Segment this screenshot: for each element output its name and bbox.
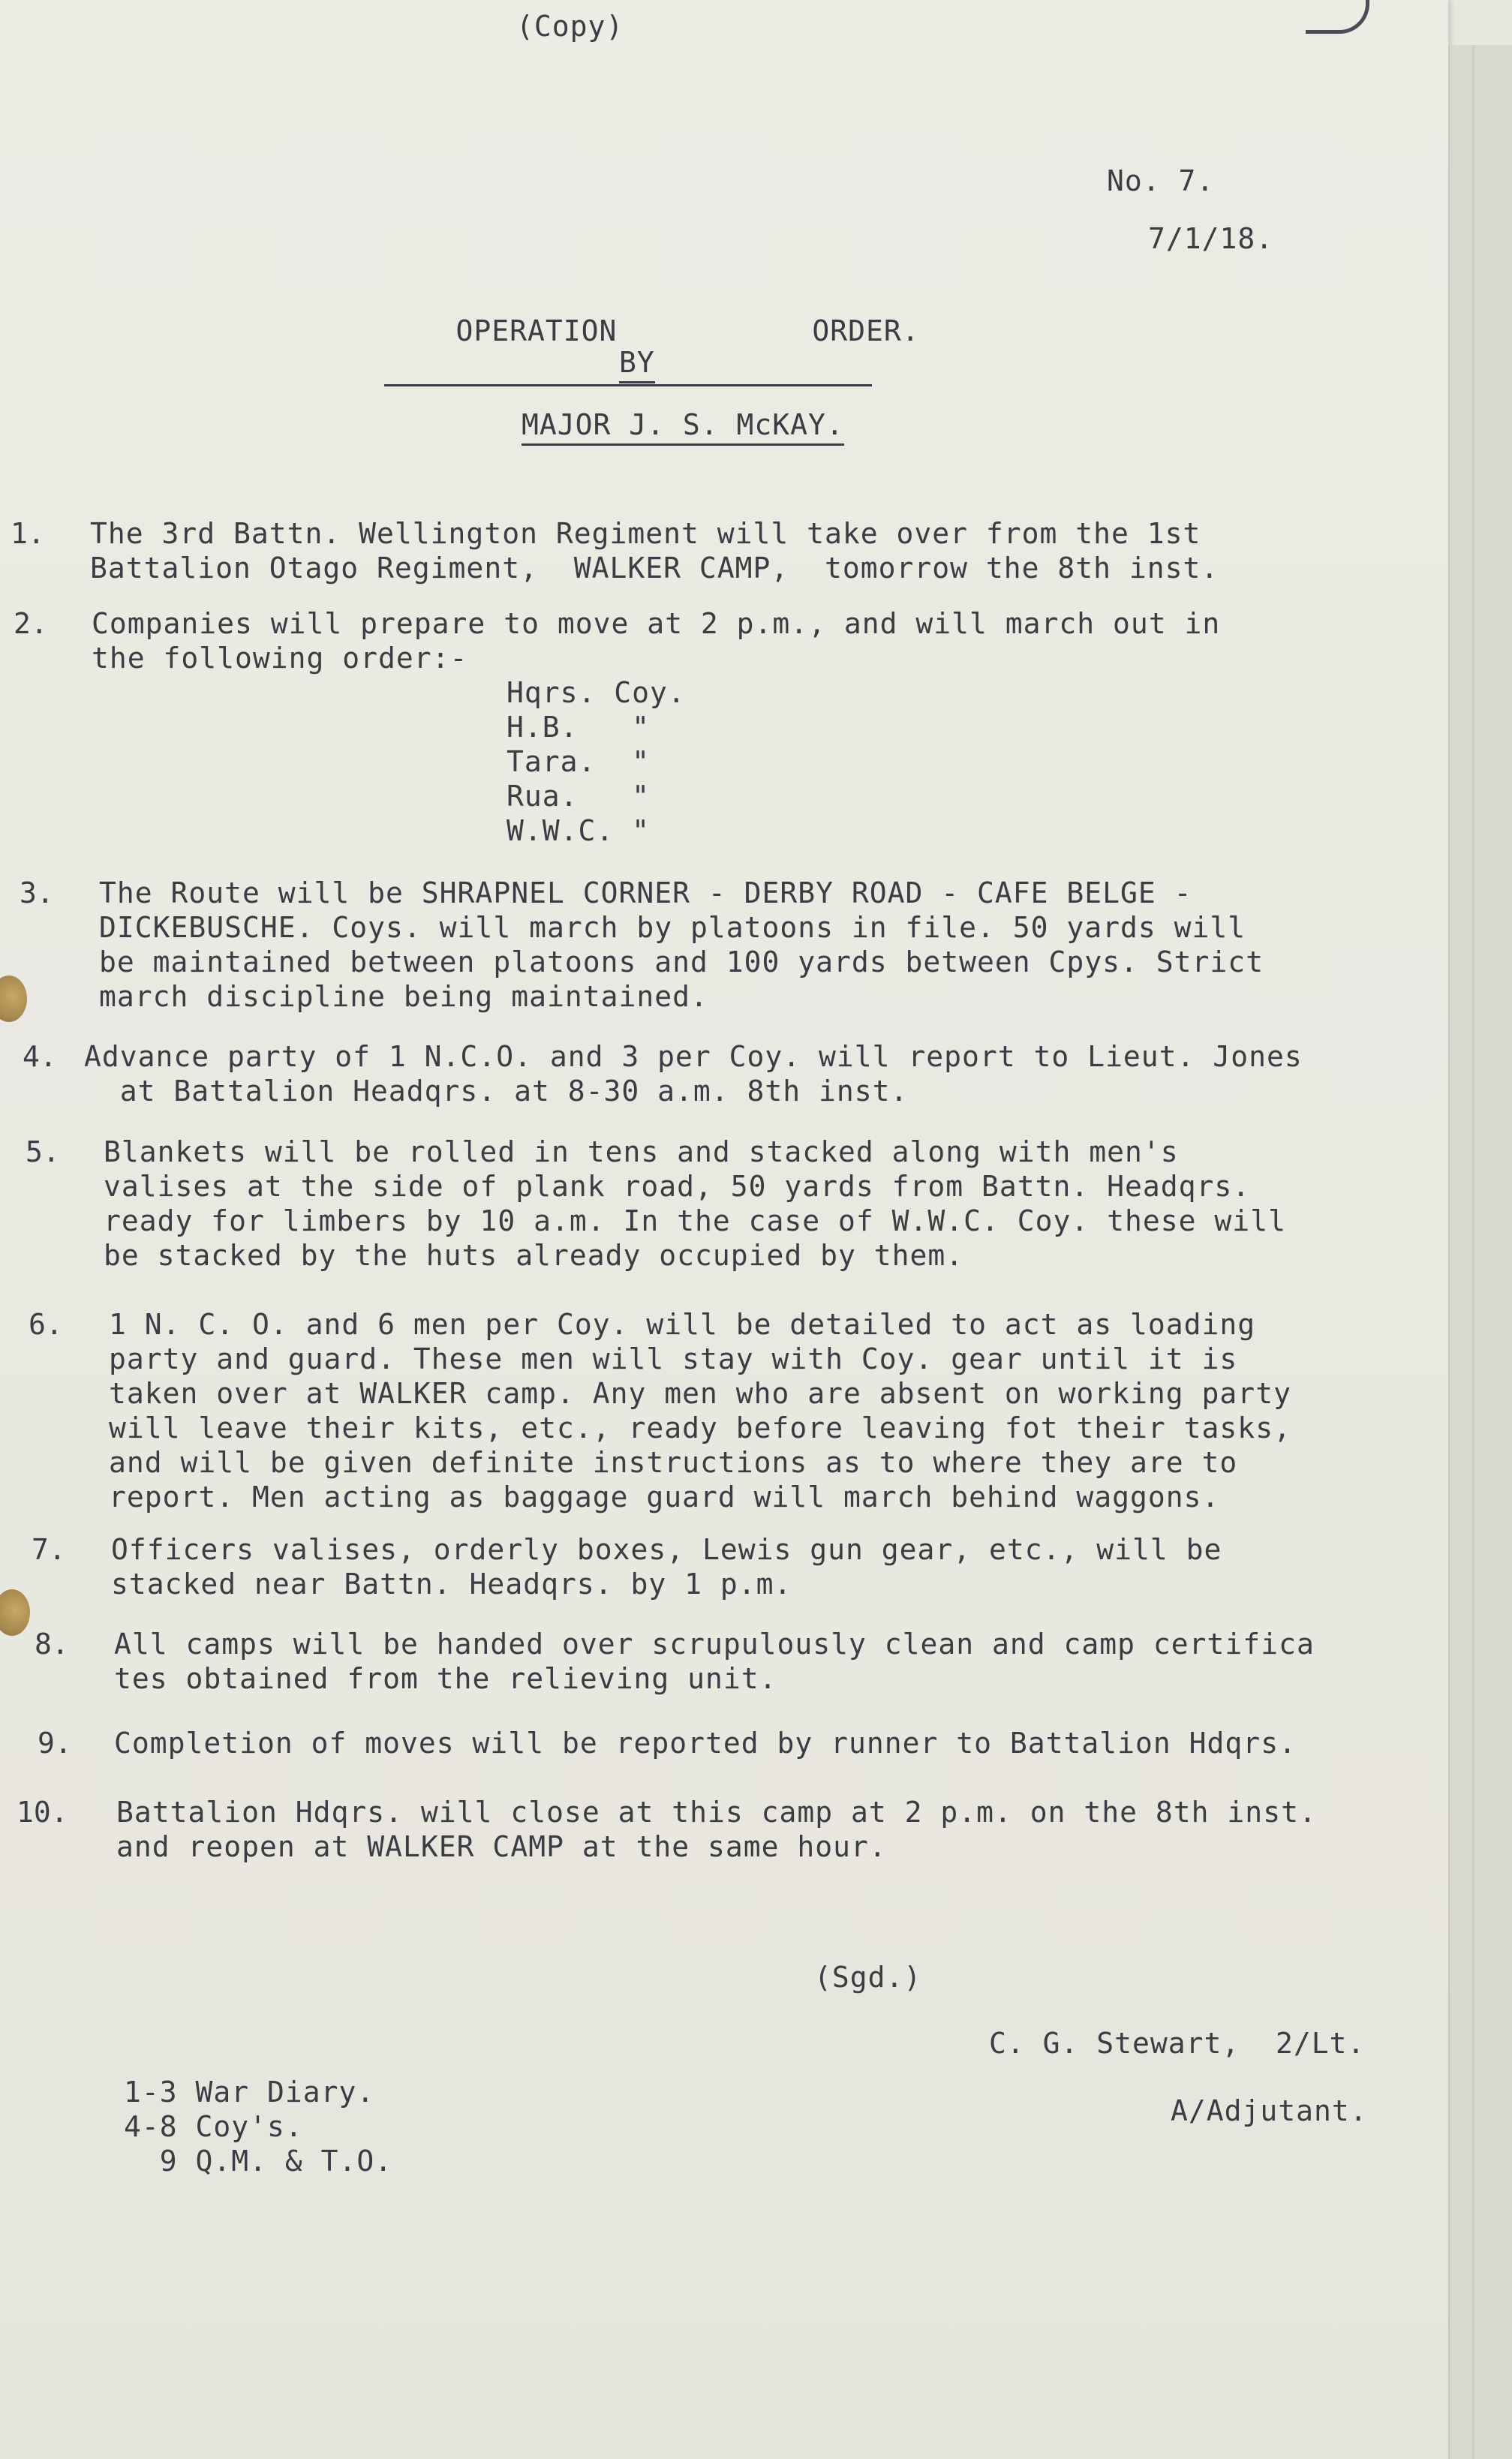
paragraph-line: The Route will be SHRAPNEL CORNER - DERBY ROAD - CAFE BELGE - [99,876,1192,909]
paragraph-line: DICKEBUSCHE. Coys. will march by platoons in file. 50 yards will [99,911,1246,944]
paragraph-line: stacked near Battn. Headqrs. by 1 p.m. [111,1568,792,1601]
paragraph-text [90,516,1219,585]
paragraph-number: 3. [20,876,54,909]
paragraph-number: 6. [29,1308,63,1341]
paragraph-line: tes obtained from the relieving unit. [114,1662,777,1695]
paragraph-text [111,1532,1222,1601]
paragraph-text [92,606,1220,675]
paragraph-line: be stacked by the huts already occupied by them. [104,1239,964,1272]
distribution-item: 9 Q.M. & T.O. [124,2145,393,2178]
paragraph-number: 1. [11,517,45,550]
paragraph-text [84,1039,1303,1108]
distribution-item: 1-3 War Diary. [124,2076,375,2109]
paragraph-line: Blankets will be rolled in tens and stacked along with men's [104,1135,1179,1168]
march-order-item: Tara. " [507,745,651,778]
punch-hole [0,975,27,1022]
signatory-role: A/Adjutant. [1171,2094,1368,2127]
order-date: 7/1/18. [1148,222,1274,255]
paragraph-line: All camps will be handed over scrupulously clean and camp certifica [114,1628,1315,1661]
paragraph-line: Completion of moves will be reported by runner to Battalion Hdqrs. [114,1727,1297,1760]
paragraph-number: 5. [26,1135,60,1168]
paragraph-line: the following order:- [92,642,468,675]
paragraph-line: Battalion Hdqrs. will close at this camp at 2 p.m. on the 8th inst. [116,1796,1317,1829]
title-by: BY [619,345,655,383]
order-number: No. 7. [1107,164,1215,197]
paragraph-line: taken over at WALKER camp. Any men who are absent on working party [109,1377,1291,1410]
paragraph-number: 2. [14,607,48,640]
punch-hole [0,1589,30,1636]
paragraph-line: Battalion Otago Regiment, WALKER CAMP, tomorrow the 8th inst. [90,552,1219,585]
march-order-list [507,675,686,848]
paragraph-text [109,1307,1291,1514]
march-order-item: Hqrs. Coy. [507,676,686,709]
paragraph-line: valises at the side of plank road, 50 yards from Battn. Headqrs. [104,1170,1251,1203]
march-order-item: Rua. " [507,780,651,813]
pencil-mark [1306,0,1369,34]
paragraph-line: and will be given definite instructions as to where they are to [109,1446,1238,1479]
paragraph-line: The 3rd Battn. Wellington Regiment will take over from the 1st [90,517,1201,550]
paragraph-line: 1 N. C. O. and 6 men per Coy. will be detailed to act as loading [109,1308,1256,1341]
march-order-item: H.B. " [507,711,651,744]
paragraph-line: will leave their kits, etc., ready before leaving fot their tasks, [109,1411,1291,1444]
title-order: ORDER. [812,314,920,347]
paragraph-line: ready for limbers by 10 a.m. In the case of W.W.C. Coy. these will [104,1204,1286,1237]
paragraph-line: be maintained between platoons and 100 yards between Cpys. Strict [99,945,1264,978]
title-author: MAJOR J. S. McKAY. [522,407,844,446]
paragraph-text [116,1795,1317,1864]
paragraph-line: Officers valises, orderly boxes, Lewis gun gear, etc., will be [111,1533,1222,1566]
paragraph-number: 7. [32,1533,66,1566]
distribution-item: 4-8 Coy's. [124,2110,303,2143]
paragraph-line: Companies will prepare to move at 2 p.m., and will march out in [92,607,1221,640]
copy-label: (Copy) [516,10,624,43]
paragraph-text [114,1627,1315,1696]
paragraph-line: report. Men acting as baggage guard will march behind waggons. [109,1481,1220,1514]
paragraph-number: 10. [17,1796,68,1829]
underlying-page-edge [1448,45,1512,2459]
paragraph-line: and reopen at WALKER CAMP at the same hour. [116,1830,887,1863]
paragraph-number: 9. [38,1727,72,1760]
paragraph-line: at Battalion Headqrs. at 8-30 a.m. 8th inst. [84,1075,909,1108]
paragraph-text [104,1135,1286,1273]
distribution-list [124,2075,392,2178]
paragraph-line: march discipline being maintained. [99,980,708,1013]
paragraph-number: 4. [23,1040,57,1073]
title-operation: OPERATION [455,314,618,347]
signatory-name: C. G. Stewart, 2/Lt. [989,2027,1366,2060]
paragraph-line: Advance party of 1 N.C.O. and 3 per Coy. will report to Lieut. Jones [84,1040,1303,1073]
paragraph-text [114,1726,1297,1760]
paragraph-text [99,876,1264,1014]
march-order-item: W.W.C. " [507,814,651,847]
paragraph-number: 8. [35,1628,69,1661]
paragraph-line: party and guard. These men will stay with Coy. gear until it is [109,1342,1238,1375]
signed-mark: (Sgd.) [814,1961,922,1994]
